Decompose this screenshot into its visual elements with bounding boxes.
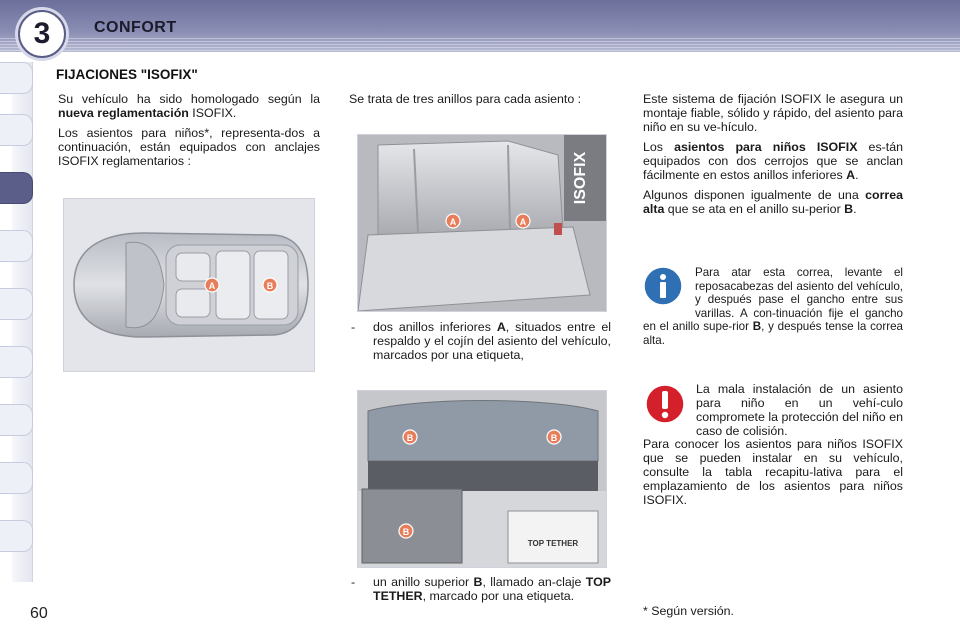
bold-text: nueva reglamentación — [58, 106, 189, 120]
anchor-a-label-left: A — [449, 217, 457, 227]
anchor-b-label-detail: B — [402, 527, 410, 537]
bullet-upper-ring — [351, 575, 611, 603]
anchor-b-label-right: B — [550, 433, 558, 443]
rings-intro: Se trata de tres anillos para cada asiento : — [349, 92, 582, 106]
intro-column — [58, 92, 320, 174]
bold-text: TOP TETHER — [373, 575, 611, 603]
text: , llamado an-claje — [482, 575, 586, 589]
warning-icon — [645, 384, 685, 424]
bold-text: correa alta — [643, 188, 903, 216]
bullet-dash: - — [351, 575, 356, 589]
section-title: FIJACIONES "ISOFIX" — [56, 67, 198, 82]
text: , situados entre el respaldo y el cojín del asiento del vehículo, marcados por una etiqueta, — [373, 320, 611, 362]
chapter-tab-2[interactable] — [0, 114, 33, 146]
warning-note: La mala instalación de un asiento para niño en un vehí-culo compromete la protección del niño en caso de colisión. — [696, 382, 903, 438]
rear-seat-figure — [357, 134, 607, 312]
bullet-upper-ring-text — [373, 575, 611, 603]
text: Los — [643, 140, 675, 154]
chapter-tab-7[interactable] — [0, 404, 33, 436]
rings-column — [349, 92, 611, 112]
text: . — [855, 168, 859, 182]
chapter-number: 3 — [18, 10, 66, 58]
top-strap-paragraph — [643, 188, 903, 216]
text: Para atar esta correa, levante el reposacabezas del asiento del vehículo, y después pase el gancho entre sus varillas. A con-tinuación fije el gancho en el anillo supe-rior — [643, 266, 903, 333]
system-paragraph: Este sistema de fijación ISOFIX le asegura un montaje fiable, sólido y rápido, del asiento para niño en su ve-hículo. — [643, 92, 903, 134]
text: , y después tense la correa alta. — [643, 320, 903, 347]
text: ISOFIX. — [188, 106, 237, 120]
anchor-a-label-right: A — [519, 217, 527, 227]
anchor-b-label: B — [266, 281, 274, 291]
bullet-dash: - — [351, 320, 356, 334]
top-tether-figure — [357, 390, 607, 568]
text: Su vehículo ha sido homologado según la — [58, 92, 320, 106]
rear-seat-drawing — [358, 135, 606, 311]
text: . — [853, 202, 857, 216]
bold-text: B — [473, 575, 483, 589]
system-column — [643, 92, 903, 222]
bullet-lower-rings-text — [373, 320, 611, 362]
chapter-title: CONFORT — [94, 19, 177, 36]
chapter-tab-5[interactable] — [0, 288, 33, 320]
isofix-tag-label: ISOFIX — [572, 151, 589, 205]
anchor-b-label-left: B — [406, 433, 414, 443]
child-seats-paragraph — [643, 140, 903, 182]
footnote: * Según versión. — [643, 604, 734, 618]
car-top-view-figure — [63, 198, 315, 372]
info-note — [643, 266, 903, 347]
anchor-a-label: A — [208, 281, 216, 291]
text: un anillo superior — [373, 575, 474, 589]
bold-text: B — [844, 202, 854, 216]
text: dos anillos inferiores — [373, 320, 497, 334]
top-tether-tag-label: TOP TETHER — [527, 539, 579, 548]
top-tether-drawing — [358, 391, 606, 567]
car-top-view-drawing — [64, 199, 314, 371]
child-seat-paragraph: Los asientos para niños*, representa-dos a continuación, están equipados con anclajes ISOFIX reglamentarios : — [58, 126, 320, 168]
bold-text: B — [752, 320, 762, 333]
chapter-tab-3[interactable] — [0, 172, 33, 204]
header-stripes — [0, 38, 960, 52]
bullet-lower-rings — [351, 320, 611, 362]
chapter-tab-8[interactable] — [0, 462, 33, 494]
chapter-tab-6[interactable] — [0, 346, 33, 378]
chapter-tab-4[interactable] — [0, 230, 33, 262]
text: Algunos disponen igualmente de una — [643, 188, 866, 202]
chapter-tabs — [0, 62, 34, 582]
bold-text: A — [846, 168, 856, 182]
chapter-tab-1[interactable] — [0, 62, 33, 94]
bold-text: asientos para niños ISOFIX — [674, 140, 858, 154]
text: que se ata en el anillo su-perior — [664, 202, 845, 216]
text: , marcado por una etiqueta. — [422, 589, 575, 603]
seat-table-paragraph: Para conocer los asientos para niños ISOFIX que se pueden instalar en su vehículo, consulte la tabla recapitu-lativa para el emplazamiento de los asientos para niños ISOFIX. — [643, 437, 903, 507]
page-number: 60 — [30, 605, 48, 622]
chapter-tab-9[interactable] — [0, 520, 33, 552]
intro-paragraph — [58, 92, 320, 120]
bold-text: A — [496, 320, 506, 334]
text: es-tán equipados con dos cerrojos que se anclan fácilmente en estos anillos inferiores — [643, 140, 903, 182]
